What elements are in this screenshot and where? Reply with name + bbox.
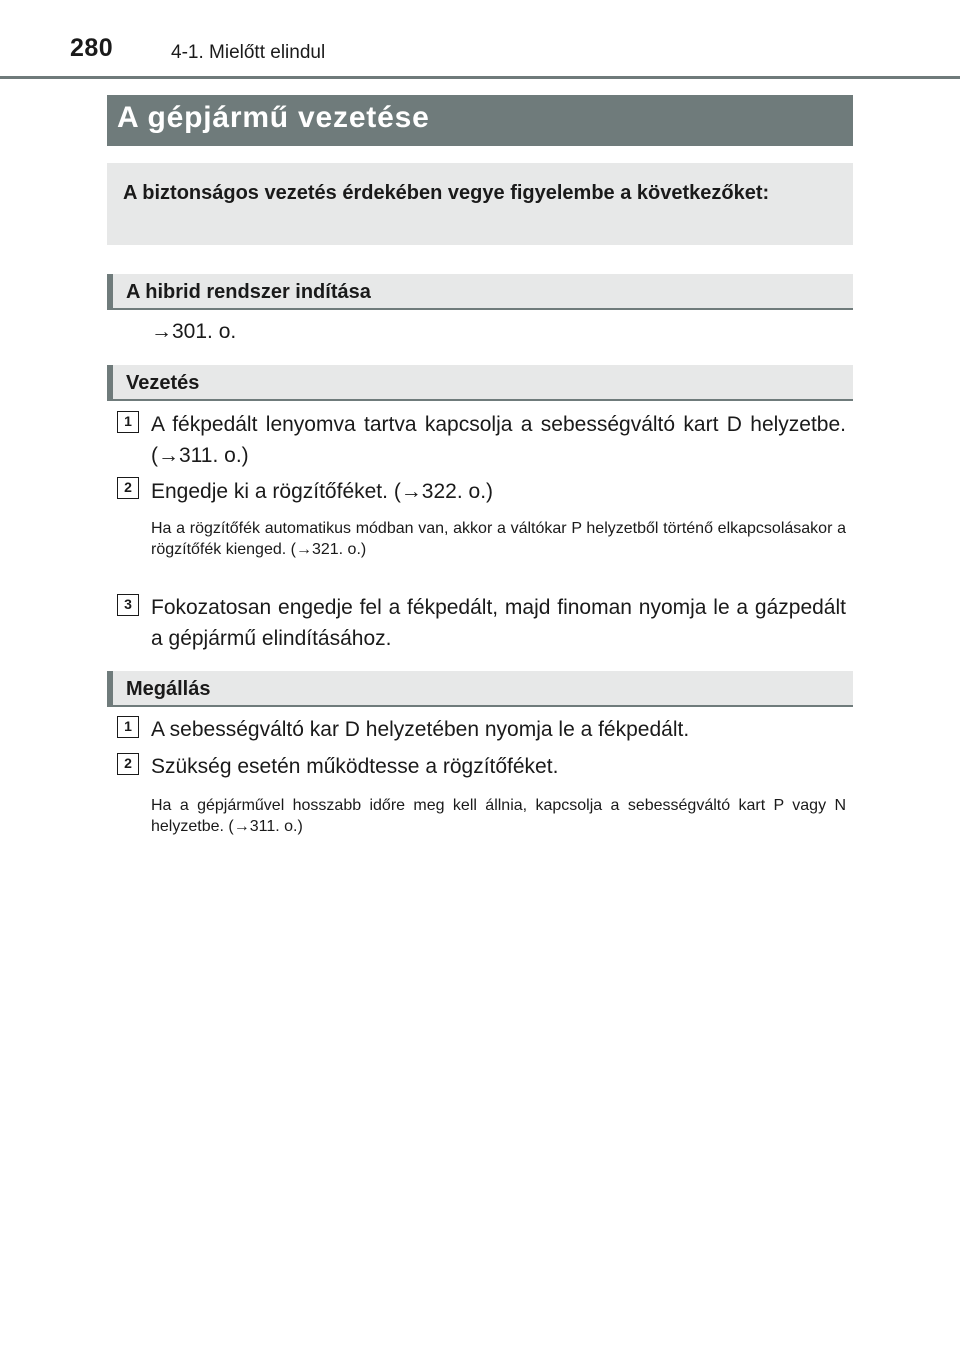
- title-bar: [107, 95, 853, 146]
- section-heading-label: Megállás: [126, 678, 211, 700]
- step-text: Fokozatosan engedje fel a fékpedált, majd finoman nyomja le a gázpedált a gépjármű elindításához.: [151, 596, 846, 650]
- step-number-badge: 2: [117, 477, 139, 499]
- page-number: 280: [70, 34, 114, 62]
- intro-text: A biztonságos vezetés érdekében vegye figyelembe a következőket:: [123, 182, 770, 204]
- step-text: Engedje ki a rögzítőféket. (→322. o.): [151, 480, 494, 503]
- intro-box: [107, 163, 853, 245]
- section-heading-hybrid-start: [107, 274, 853, 310]
- section-heading-label: Vezetés: [126, 372, 200, 394]
- step-note: Ha a rögzítőfék automatikus módban van, akkor a váltókar P helyzetből történő elkapcsolásakor a rögzítőfék kienged. (→321. o.): [151, 520, 846, 558]
- step-text: A fékpedált lenyomva tartva kapcsolja a sebességváltó kart D helyzetbe. (→311. o.): [151, 413, 846, 467]
- running-head: 4-1. Mielőtt elindul: [171, 42, 326, 63]
- top-rule: [0, 76, 960, 79]
- step-number-badge: 3: [117, 594, 139, 616]
- section-heading-label: A hibrid rendszer indítása: [126, 281, 371, 303]
- page-reference-link[interactable]: →301. o.: [151, 320, 237, 343]
- step-number-badge: 1: [117, 716, 139, 738]
- step-number-badge: 1: [117, 411, 139, 433]
- step-text: A sebességváltó kar D helyzetében nyomja le a fékpedált.: [151, 718, 690, 741]
- step-note: Ha a gépjárművel hosszabb időre meg kell állnia, kapcsolja a sebességváltó kart P vagy N helyzetbe. (→311. o.): [151, 797, 846, 835]
- section-heading-stopping: [107, 671, 853, 707]
- step-number-badge: 2: [117, 753, 139, 775]
- page-title: A gépjármű vezetése: [117, 101, 430, 134]
- step-text: Szükség esetén működtesse a rögzítőféket.: [151, 755, 559, 778]
- section-heading-driving: [107, 365, 853, 401]
